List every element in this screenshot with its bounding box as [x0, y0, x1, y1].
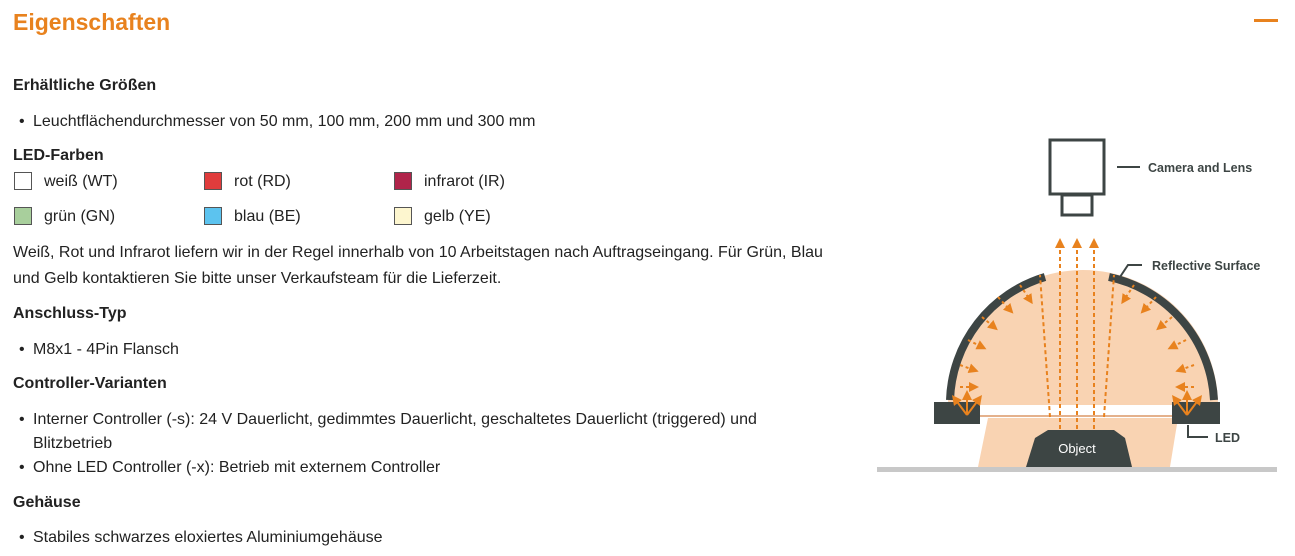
bullet-icon: •	[19, 411, 25, 428]
swatch-box	[14, 207, 32, 225]
ground-line	[877, 467, 1277, 472]
swatch-box	[394, 172, 412, 190]
swatch-label: rot (RD)	[234, 173, 291, 190]
swatch-box	[394, 207, 412, 225]
list-item-text: M8x1 - 4Pin Flansch	[33, 341, 179, 358]
delivery-note-line: und Gelb kontaktieren Sie bitte unser Verkaufsteam für die Lieferzeit.	[13, 270, 502, 287]
swatch-label: gelb (YE)	[424, 208, 491, 225]
lens-icon	[1062, 195, 1092, 215]
surface-label: Reflective Surface	[1152, 259, 1261, 273]
diffuser-line	[980, 415, 1172, 417]
bullet-icon: •	[19, 341, 25, 358]
led-label: LED	[1215, 431, 1240, 445]
housing-heading: Gehäuse	[13, 494, 81, 511]
swatch-label: blau (BE)	[234, 208, 301, 225]
dome-light-diagram	[870, 125, 1290, 485]
swatch-label: weiß (WT)	[44, 173, 118, 190]
swatch-box	[204, 172, 222, 190]
list-item-text: Leuchtflächendurchmesser von 50 mm, 100 mm, 200 mm und 300 mm	[33, 113, 536, 130]
swatch-box	[14, 172, 32, 190]
dome-glow	[948, 270, 1218, 405]
swatch-label: infrarot (IR)	[424, 173, 505, 190]
delivery-note-line: Weiß, Rot und Infrarot liefern wir in der Regel innerhalb von 10 Arbeitstagen nach Auftragseingang. Für Grün, Blau	[13, 244, 823, 261]
object-label: Object	[1058, 441, 1096, 456]
list-item-text: Stabiles schwarzes eloxiertes Aluminiumgehäuse	[33, 529, 383, 546]
controller-heading: Controller-Varianten	[13, 375, 167, 392]
section-title: Eigenschaften	[13, 9, 171, 35]
collapse-toggle-button[interactable]	[1254, 19, 1278, 22]
bullet-icon: •	[19, 529, 25, 546]
delivery-note	[13, 240, 843, 292]
list-item-text: Blitzbetrieb	[33, 435, 113, 452]
list-item-text: Ohne LED Controller (-x): Betrieb mit externem Controller	[33, 459, 441, 476]
sizes-heading: Erhältliche Größen	[13, 77, 157, 94]
swatch-label: grün (GN)	[44, 208, 116, 225]
camera-label: Camera and Lens	[1148, 161, 1253, 175]
led-colors-heading: LED-Farben	[13, 147, 104, 164]
bullet-icon: •	[19, 459, 25, 476]
list-item-text: Interner Controller (-s): 24 V Dauerlicht, gedimmtes Dauerlicht, geschaltetes Dauerlicht (triggered) und	[33, 411, 757, 428]
connection-heading: Anschluss-Typ	[13, 305, 127, 322]
camera-icon	[1050, 140, 1104, 194]
bullet-icon: •	[19, 113, 25, 130]
swatch-box	[204, 207, 222, 225]
